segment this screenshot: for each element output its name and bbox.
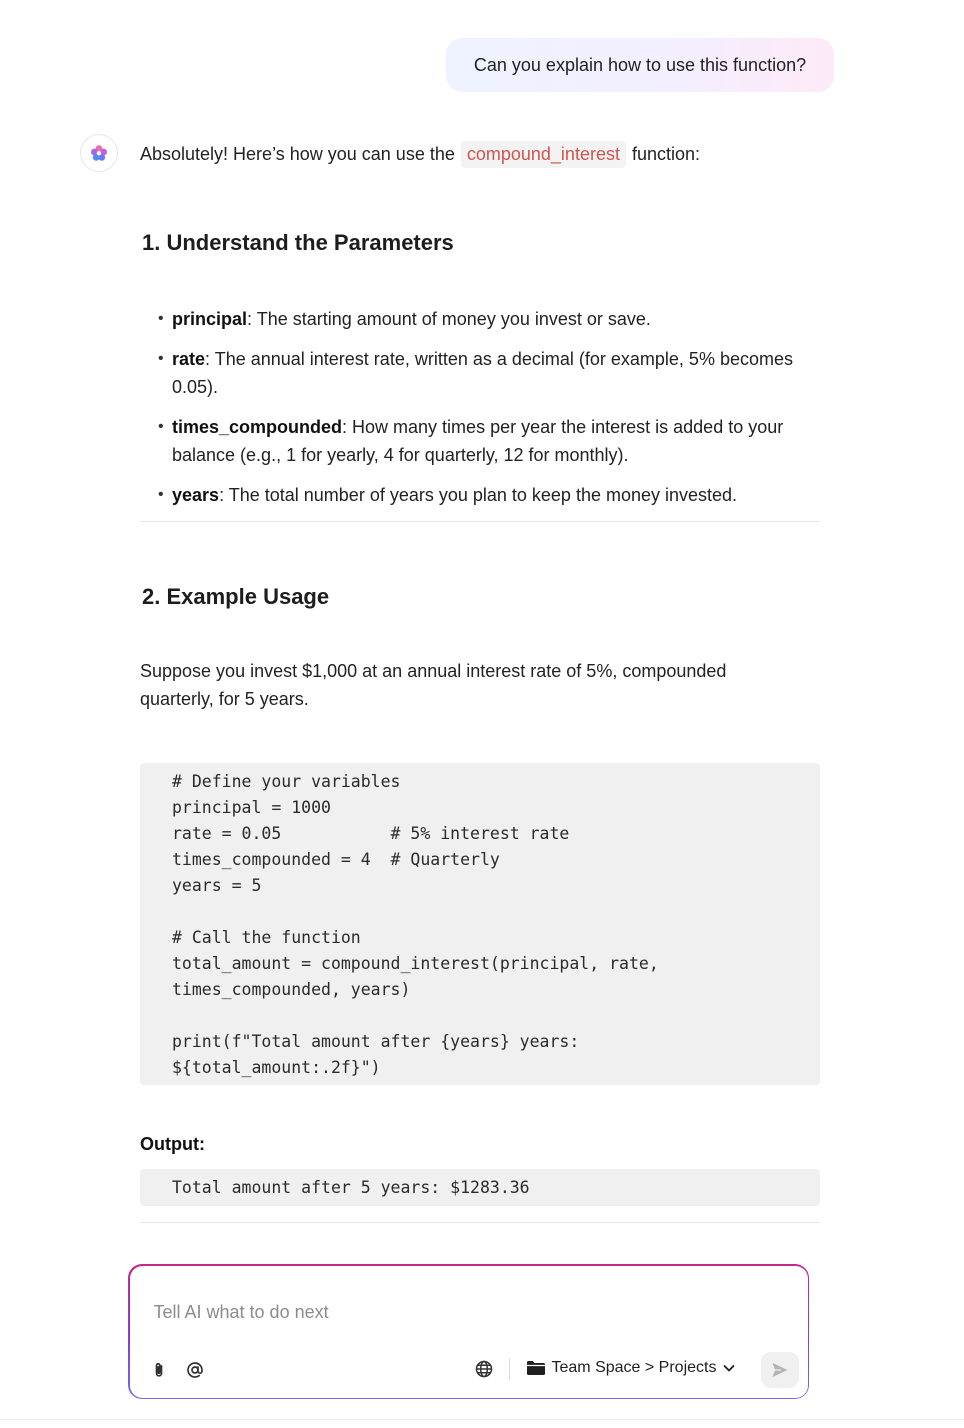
globe-icon: [474, 1359, 494, 1379]
location-selector[interactable]: [526, 1355, 737, 1381]
param-description: : The starting amount of money you invest or save.: [247, 309, 651, 329]
attach-button[interactable]: [147, 1358, 171, 1382]
output-label: Output:: [140, 1134, 205, 1154]
param-description: : The total number of years you plan to keep the money invested.: [219, 485, 738, 505]
param-name: principal: [172, 309, 248, 329]
send-icon: [770, 1360, 790, 1380]
section-divider: [140, 521, 820, 522]
section-heading-example: 2. Example Usage: [142, 584, 330, 609]
prompt-input[interactable]: [154, 1302, 754, 1323]
folder-icon: [526, 1360, 546, 1376]
list-item-principal: [158, 305, 798, 333]
param-name: rate: [172, 349, 206, 369]
list-item-rate: [158, 345, 798, 401]
web-search-button[interactable]: [472, 1357, 496, 1381]
location-label: Team Space > Projects: [551, 1358, 717, 1376]
code-line: times_compounded = 4 # Quarterly: [172, 850, 500, 869]
code-line: principal = 1000: [172, 798, 331, 817]
intro-text-before: Absolutely! Here’s how you can use the: [140, 143, 455, 164]
code-line: # Call the function: [172, 928, 361, 947]
output-code-block[interactable]: [140, 1169, 820, 1206]
chevron-down-icon: [722, 1361, 736, 1375]
ai-avatar: [80, 134, 118, 172]
code-line: # Define your variables: [172, 772, 401, 791]
section-heading-parameters: 1. Understand the Parameters: [142, 230, 454, 255]
param-name: years: [172, 485, 220, 505]
toolbar-separator: [509, 1358, 510, 1380]
list-item-years: [158, 481, 798, 509]
output-text: Total amount after 5 years: $1283.36: [172, 1178, 530, 1197]
code-line: [172, 899, 820, 925]
composer-body: [130, 1266, 808, 1398]
inline-code-function-name: compound_interest: [461, 141, 626, 168]
user-message-text: Can you explain how to use this function?: [473, 54, 807, 75]
prompt-composer: [128, 1264, 809, 1399]
param-name: times_compounded: [172, 417, 343, 437]
paperclip-icon: [149, 1360, 169, 1380]
ai-logo-icon: [89, 143, 109, 163]
list-item-times-compounded: [158, 413, 798, 469]
param-description: : How many times per year the interest is added to your balance (e.g., 1 for yearly, 4 for quarterly, 12 for monthly).: [172, 417, 784, 465]
send-button[interactable]: [761, 1352, 799, 1388]
at-sign-icon: [185, 1360, 205, 1380]
code-line: print(f"Total amount after {years} years:: [172, 1032, 580, 1051]
code-line: ${total_amount:.2f}"): [172, 1058, 381, 1077]
assistant-intro: [140, 139, 700, 169]
mention-button[interactable]: [183, 1358, 207, 1382]
code-line: years = 5: [172, 876, 262, 895]
code-line: rate = 0.05 # 5% interest rate: [172, 824, 570, 843]
param-description: : The annual interest rate, written as a decimal (for example, 5% becomes 0.05).: [172, 349, 793, 397]
response-end-divider: [140, 1222, 820, 1223]
bottom-divider: [0, 1419, 964, 1420]
user-message-bubble: [446, 38, 834, 92]
parameter-list: [158, 305, 798, 521]
code-line: total_amount = compound_interest(principal, rate,: [172, 954, 659, 973]
code-line: times_compounded, years): [172, 980, 411, 999]
code-block[interactable]: [140, 763, 820, 1085]
code-line: [172, 1003, 820, 1029]
intro-text-after: function:: [631, 143, 701, 164]
example-description: Suppose you invest $1,000 at an annual interest rate of 5%, compounded quarterly, for 5 years.: [140, 661, 727, 709]
